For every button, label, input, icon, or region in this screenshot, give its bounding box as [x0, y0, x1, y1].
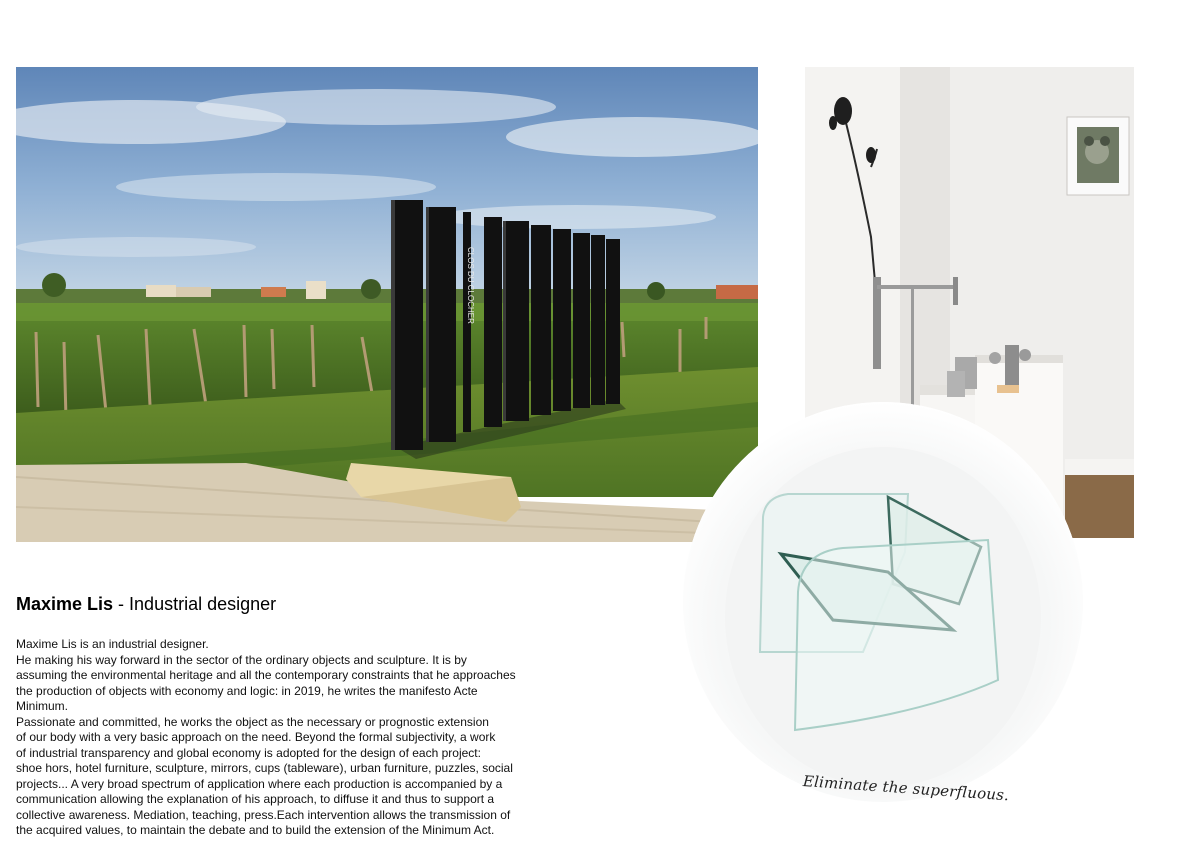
designer-name: Maxime Lis [16, 594, 114, 614]
vineyard-sculpture-photo [16, 67, 758, 542]
bio-line: the acquired values, to maintain the debate and to build the extension of the Minimum Act. [16, 823, 495, 837]
title-separator: - [113, 594, 130, 614]
bio-line: the production of objects with economy and logic: in 2019, he writes the manifesto Acte [16, 683, 478, 698]
bio-line: Maxime Lis is an industrial designer. [16, 637, 209, 651]
bio-line: projects... A very broad spectrum of application where each production is accompanied by a [16, 776, 503, 791]
sculpture-inscription: CLOS DU CLOCHER [466, 247, 475, 324]
bio-line: of industrial transparency and global economy is adopted for the design of each project: [16, 745, 481, 760]
bio-line: Minimum. [16, 699, 69, 713]
bio-line: shoe hors, hotel furniture, sculpture, mirrors, cups (tableware), urban furniture, puzzles, social [16, 761, 513, 775]
bio-line: collective awareness. Mediation, teaching, press.Each intervention allows the transmission of [16, 807, 511, 822]
bio-line: Passionate and committed, he works the object as the necessary or prognostic extension [16, 714, 489, 729]
bio-line: communication allowing the explanation of his approach, to diffuse it and thus to support a [16, 792, 495, 806]
motto-signature: Eliminate the superfluous. [802, 772, 1010, 805]
glass-chair-image [683, 402, 1083, 805]
designer-role: Industrial designer [129, 594, 277, 614]
page-title [16, 594, 276, 615]
bio-line: He making his way forward in the sector of the ordinary objects and sculpture. It is by [16, 652, 467, 667]
biography-text [16, 637, 576, 839]
bio-line: assuming the environmental heritage and all the contemporary constraints that he approaches [16, 668, 516, 682]
bio-line: of our body with a very basic approach on the need. Beyond the formal subjectivity, a work [16, 730, 496, 744]
